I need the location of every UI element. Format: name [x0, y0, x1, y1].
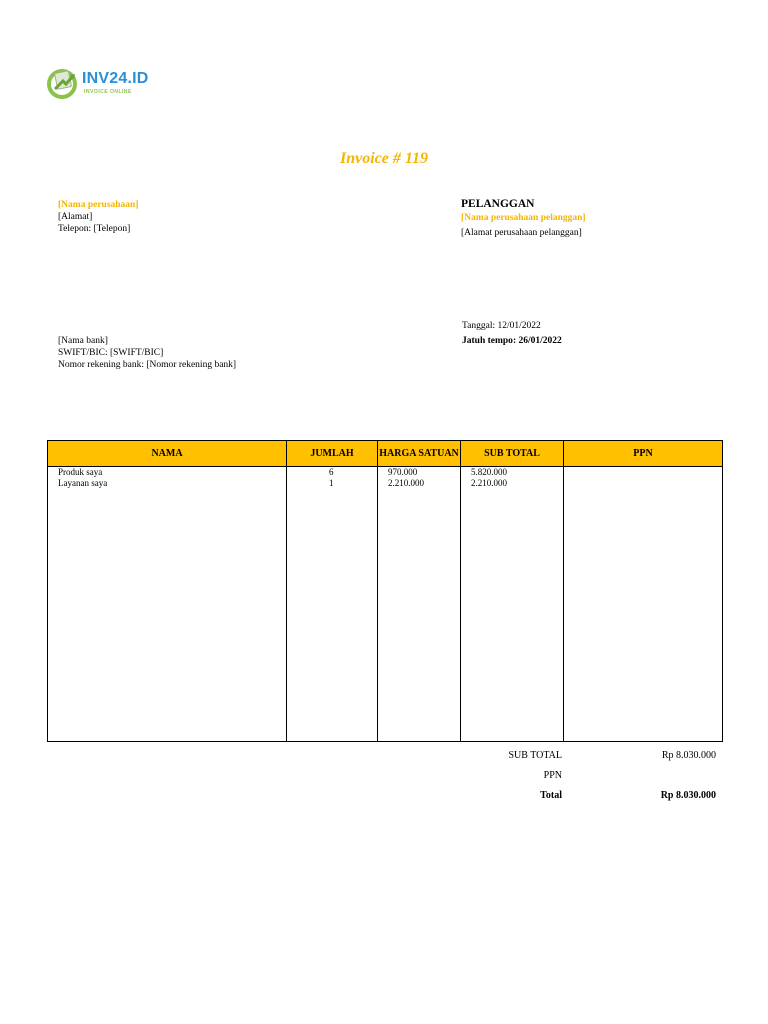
- item-subtotal: 5.820.000: [471, 467, 507, 477]
- invoice-title: Invoice # 119: [340, 150, 428, 167]
- item-price: 970.000: [388, 467, 418, 477]
- seller-company: [Nama perusahaan]: [58, 200, 139, 210]
- item-qty: 1: [329, 478, 334, 488]
- logo-text: INV24.ID: [82, 70, 149, 87]
- header-harga-satuan: HARGA SATUAN: [378, 441, 461, 467]
- header-sub-total: SUB TOTAL: [461, 441, 564, 467]
- seller-phone: Telepon: [Telepon]: [58, 224, 131, 234]
- bank-account: Nomor rekening bank: [Nomor rekening bank]: [58, 360, 237, 370]
- header-jumlah: JUMLAH: [287, 441, 378, 467]
- customer-heading: PELANGGAN: [461, 198, 535, 210]
- items-table: [47, 440, 723, 742]
- logo-arrow-icon: [46, 66, 80, 100]
- header-ppn: PPN: [564, 441, 723, 467]
- column-nama: [48, 467, 287, 742]
- column-sub-total: [461, 467, 564, 742]
- bank-swift: SWIFT/BIC: [SWIFT/BIC]: [58, 348, 164, 358]
- ppn-label: PPN: [543, 769, 562, 781]
- header-nama: NAMA: [48, 441, 287, 467]
- date-label: Tanggal:: [462, 321, 496, 331]
- item-name: Layanan saya: [58, 478, 108, 488]
- column-harga-satuan: [378, 467, 461, 742]
- date-value: 12/01/2022: [497, 321, 541, 331]
- ppn-row: [470, 765, 720, 785]
- item-qty: 6: [329, 467, 334, 477]
- invoice-date: [462, 320, 562, 332]
- subtotal-row: [470, 745, 720, 765]
- seller-info: [58, 199, 139, 235]
- column-jumlah: [287, 467, 378, 742]
- due-date: [462, 335, 562, 347]
- customer-info: [461, 198, 586, 239]
- item-subtotal: 2.210.000: [471, 478, 507, 488]
- totals-section: [470, 745, 720, 805]
- total-row: [470, 785, 720, 805]
- company-logo: [46, 66, 156, 102]
- table-header-row: [48, 441, 723, 467]
- total-label: Total: [540, 789, 562, 801]
- subtotal-value: Rp 8.030.000: [661, 749, 716, 761]
- seller-address: [Alamat]: [58, 212, 93, 222]
- logo-subtext: INVOICE ONLINE: [84, 89, 132, 95]
- due-value: : 26/01/2022: [512, 336, 562, 346]
- item-name: Produk saya: [58, 467, 103, 477]
- customer-address: [Alamat perusahaan pelanggan]: [461, 228, 582, 238]
- due-label: Jatuh tempo: [462, 336, 513, 346]
- table-body-row: [48, 467, 723, 742]
- column-ppn: [564, 467, 723, 742]
- subtotal-label: SUB TOTAL: [508, 749, 562, 761]
- invoice-dates: [462, 320, 562, 347]
- item-price: 2.210.000: [388, 478, 424, 488]
- bank-name: [Nama bank]: [58, 336, 108, 346]
- total-value: Rp 8.030.000: [660, 789, 716, 801]
- bank-info: [58, 335, 236, 371]
- customer-company: [Nama perusahaan pelanggan]: [461, 213, 586, 223]
